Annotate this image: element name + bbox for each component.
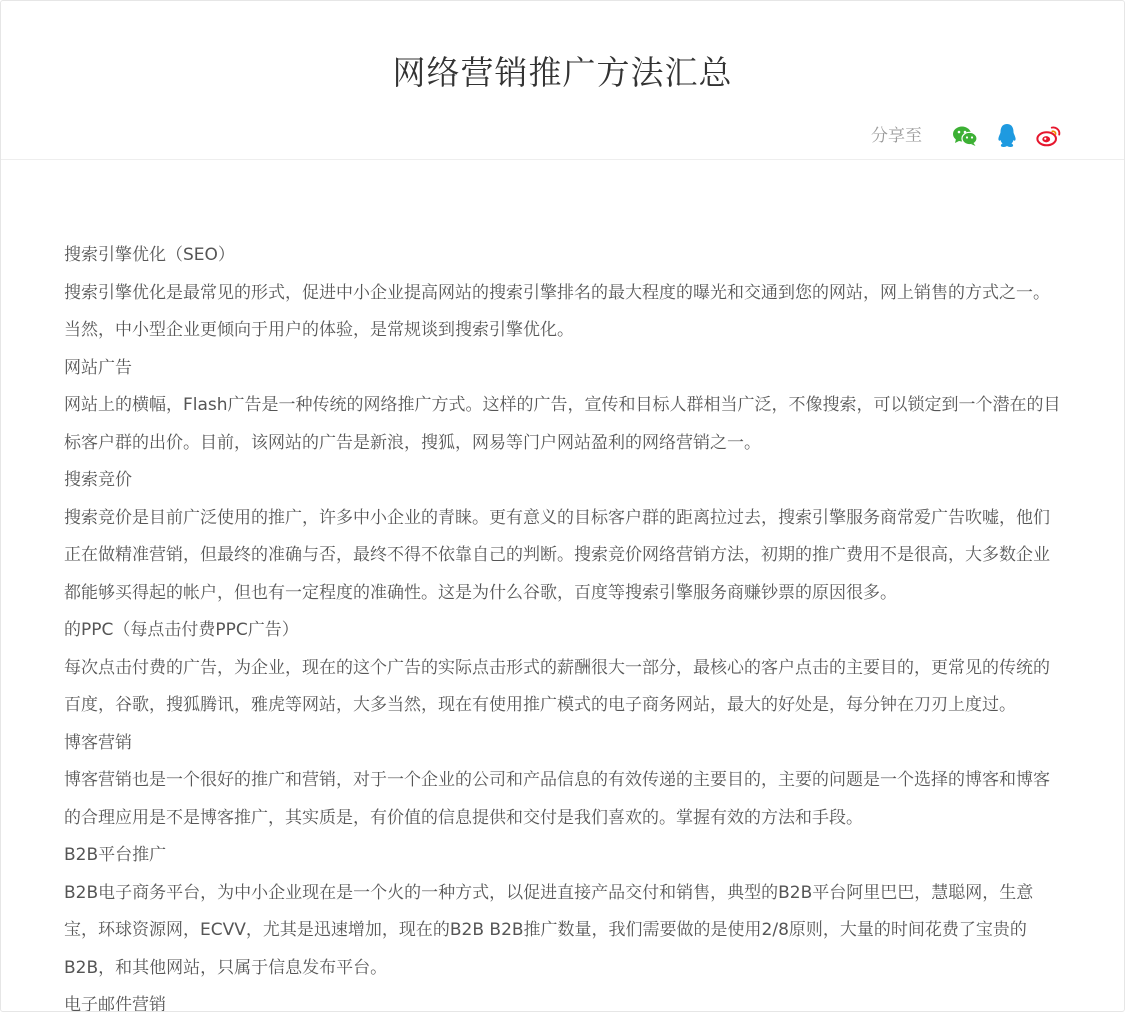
share-label: 分享至 xyxy=(871,126,922,146)
wechat-icon[interactable] xyxy=(952,123,978,149)
paragraph: 搜索引擎优化是最常见的形式，促进中小企业提高网站的搜索引擎排名的最大程度的曝光和交通到您的网站，网上销售的方式之一。当然，中小型企业更倾向于用户的体验，是常规谈到搜索引擎优化。 xyxy=(64,282,1050,340)
section-heading: 博客营销 xyxy=(64,732,132,753)
section-heading: 电子邮件营销 xyxy=(64,995,166,1012)
article-content xyxy=(64,237,1064,1012)
section-heading: 搜索竞价 xyxy=(64,470,132,490)
section-heading: 搜索引擎优化（SEO） xyxy=(64,245,235,265)
section-heading: B2B平台推广 xyxy=(64,845,167,865)
share-bar xyxy=(871,121,1062,151)
paragraph: 每次点击付费的广告，为企业，现在的这个广告的实际点击形式的薪酬很大一部分，最核心的客户点击的主要目的，更常见的传统的百度，谷歌，搜狐腾讯，雅虎等网站，大多当然，现在有使用推广模式的电子商务网站，最大的好处是，每分钟在刀刃上度过。 xyxy=(64,657,1050,715)
page-title: 网络营销推广方法汇总 xyxy=(392,53,733,92)
paragraph: B2B电子商务平台，为中小企业现在是一个火的一种方式，以促进直接产品交付和销售，典型的B2B平台阿里巴巴，慧聪网，生意宝，环球资源网，ECVV，尤其是迅速增加，现在的B2B B2B推广数量，我们需要做的是使用2/8原则，大量的时间花费了宝贵的B2B，和其他网站，只属于信息发布平台。 xyxy=(64,882,1034,978)
paragraph: 网站上的横幅，Flash广告是一种传统的网络推广方式。这样的广告，宣传和目标人群相当广泛，不像搜索，可以锁定到一个潜在的目标客户群的出价。目前，该网站的广告是新浪，搜狐，网易等门户网站盈利的网络营销之一。 xyxy=(64,395,1061,453)
article-header xyxy=(1,1,1124,160)
section-heading: 的PPC（每点击付费PPC广告） xyxy=(64,620,299,640)
weibo-icon[interactable] xyxy=(1036,123,1062,149)
paragraph: 博客营销也是一个很好的推广和营销，对于一个企业的公司和产品信息的有效传递的主要目的，主要的问题是一个选择的博客和博客的合理应用是不是博客推广，其实质是，有价值的信息提供和交付是我们喜欢的。掌握有效的方法和手段。 xyxy=(64,770,1050,828)
qq-icon[interactable] xyxy=(994,123,1020,149)
paragraph: 搜索竞价是目前广泛使用的推广，许多中小企业的青睐。更有意义的目标客户群的距离拉过去，搜索引擎服务商常爱广告吹嘘，他们正在做精准营销，但最终的准确与否，最终不得不依靠自己的判断。搜索竞价网络营销方法，初期的推广费用不是很高，大多数企业都能够买得起的帐户，但也有一定程度的准确性。这是为什么谷歌，百度等搜索引擎服务商赚钞票的原因很多。 xyxy=(64,507,1050,603)
section-heading: 网站广告 xyxy=(64,357,132,378)
